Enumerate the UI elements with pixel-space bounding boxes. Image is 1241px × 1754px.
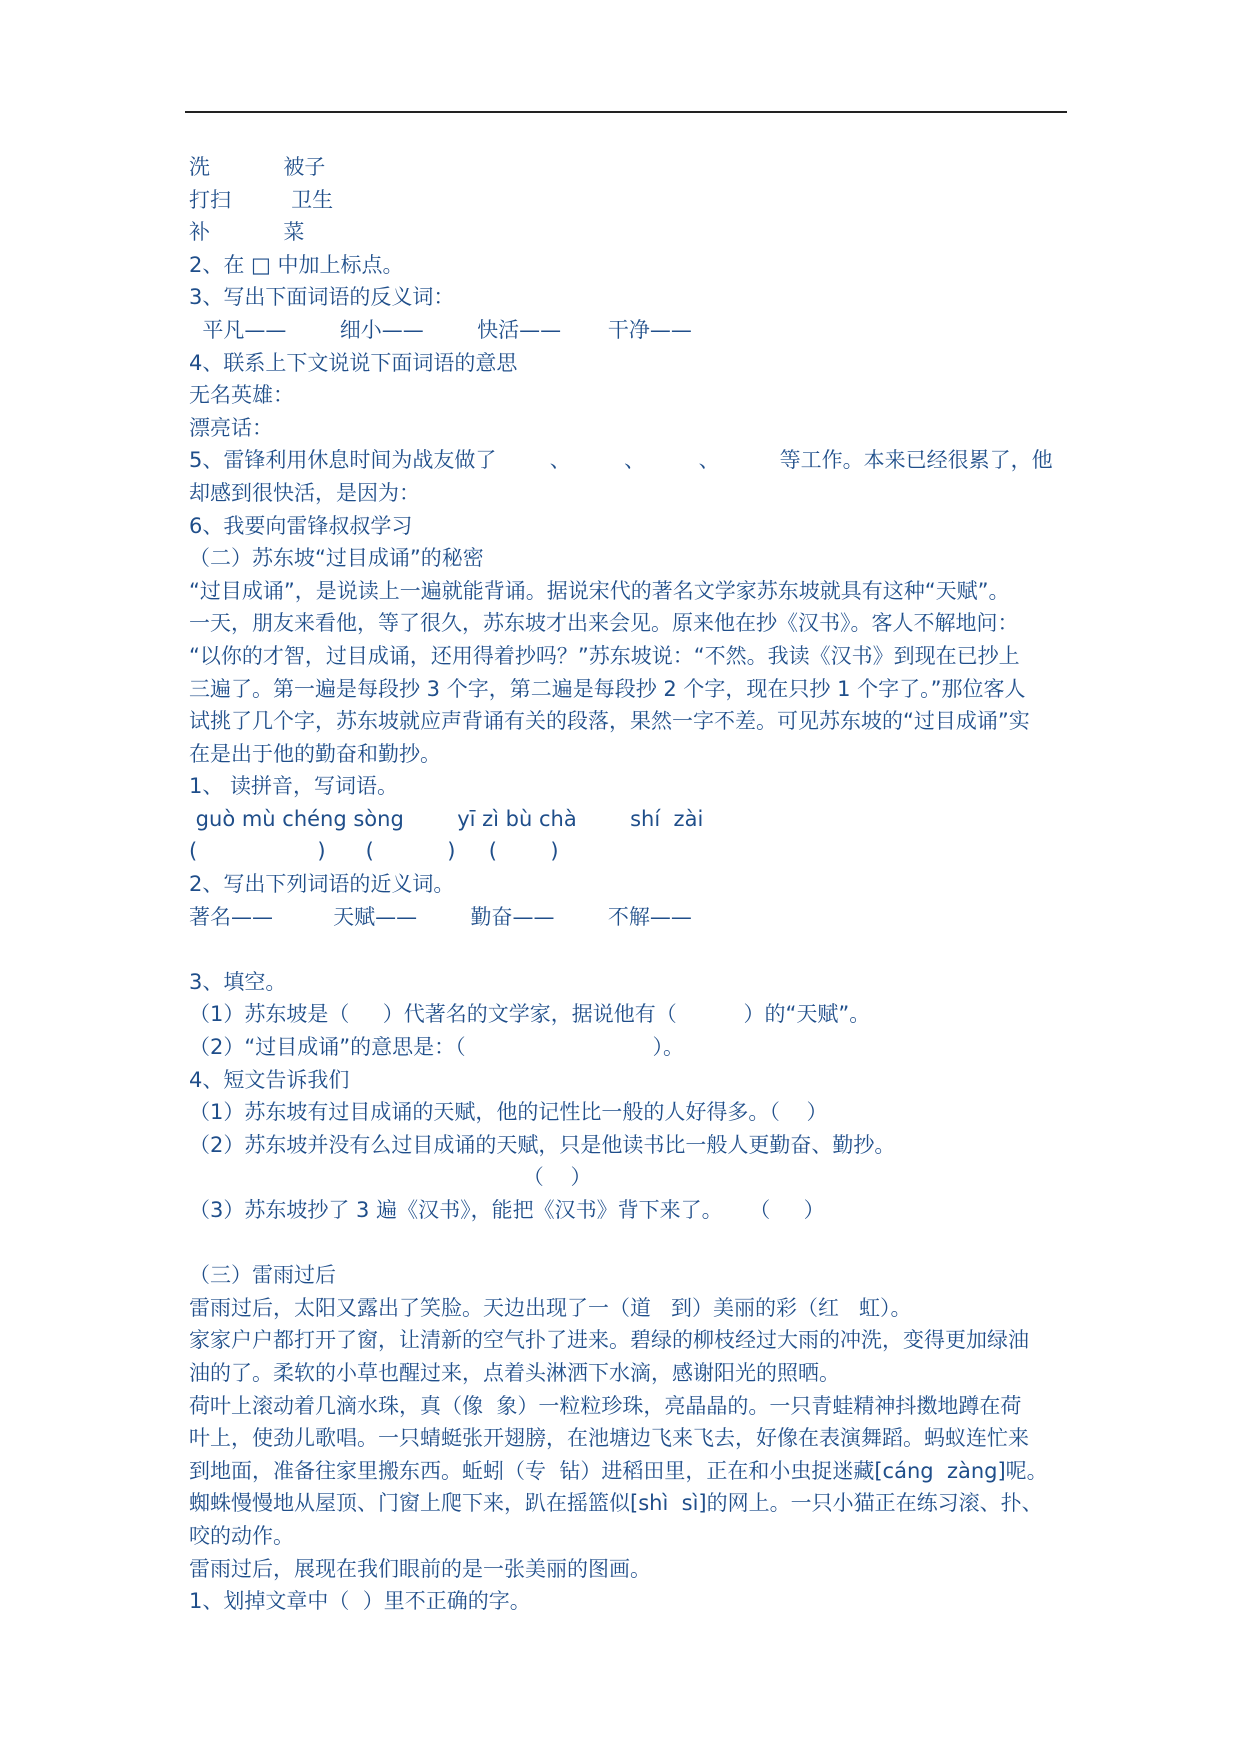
text-line: 3、填空。 (189, 969, 287, 994)
text-line: 补 菜 (189, 220, 305, 245)
text-line: （ ） (189, 1165, 592, 1190)
blank-line (189, 933, 1079, 966)
text-line: 雷雨过后，展现在我们眼前的是一张美丽的图画。 (189, 1556, 651, 1581)
text-line: 1、 读拼音，写词语。 (189, 774, 399, 799)
text-line: 无名英雄： (189, 383, 294, 408)
text-line: 雷雨过后，太阳又露出了笑脸。天边出现了一（道 到）美丽的彩（红 虹）。 (189, 1295, 912, 1320)
text-line: 到地面，准备往家里搬东西。蚯蚓（专 钻）进稻田里，正在和小虫捉迷藏[cáng zàng]呢。 (189, 1458, 1048, 1483)
text-line: （2）“过目成诵”的意思是：（ ）。 (189, 1035, 685, 1060)
text-line: 2、写出下列词语的近义词。 (189, 872, 455, 897)
header-rule (185, 111, 1067, 113)
text-line: 荷叶上滚动着几滴水珠，真（像 象）一粒粒珍珠，亮晶晶的。一只青蛙精神抖擞地蹲在荷 (189, 1393, 1022, 1418)
text-line: 却感到很快活，是因为： (189, 480, 420, 505)
text-line: 家家户户都打开了窗，让清新的空气扑了进来。碧绿的柳枝经过大雨的冲洗，变得更加绿油 (189, 1328, 1029, 1353)
text-line: 1、划掉文章中（ ）里不正确的字。 (189, 1589, 531, 1614)
text-line: 三遍了。第一遍是每段抄 3 个字，第二遍是每段抄 2 个字，现在只抄 1 个字了。”那位客人 (189, 676, 1026, 701)
blank-line (189, 1227, 1079, 1260)
text-line: 5、雷锋利用休息时间为战友做了 、 、 、 等工作。本来已经很累了，他 (189, 448, 1053, 473)
text-line: 打扫 卫生 (189, 187, 334, 212)
text-line: （1）苏东坡有过目成诵的天赋，他的记性比一般的人好得多。（ ） (189, 1100, 828, 1125)
text-line: 试挑了几个字，苏东坡就应声背诵有关的段落，果然一字不差。可见苏东坡的“过目成诵”实 (189, 709, 1030, 734)
text-line: 4、联系上下文说说下面词语的意思 (189, 350, 518, 375)
section-title: （三）雷雨过后 (189, 1263, 336, 1288)
document-body (189, 151, 1079, 1618)
answer-blanks: ( ) ( ) ( ) (189, 839, 559, 864)
text-line: 平凡—— 细小—— 快活—— 干净—— (189, 317, 692, 342)
text-line: “过目成诵”，是说读上一遍就能背诵。据说宋代的著名文学家苏东坡就具有这种“天赋”。 (189, 578, 1010, 603)
text-line: 一天，朋友来看他，等了很久，苏东坡才出来会见。原来他在抄《汉书》。客人不解地问： (189, 611, 1019, 636)
text-line: 4、短文告诉我们 (189, 1067, 350, 1092)
text-line: 2、在 □ 中加上标点。 (189, 252, 404, 277)
text-line: （1）苏东坡是（ ）代著名的文学家，据说他有（ ）的“天赋”。 (189, 1002, 871, 1027)
text-line: 漂亮话： (189, 415, 273, 440)
text-line: 6、我要向雷锋叔叔学习 (189, 513, 413, 538)
text-line: 油的了。柔软的小草也醒过来，点着头淋洒下水滴，感谢阳光的照晒。 (189, 1360, 840, 1385)
text-line: 蜘蛛慢慢地从屋顶、门窗上爬下来，趴在摇篮似[shì sì]的网上。一只小猫正在练习滚、扑、 (189, 1491, 1043, 1516)
text-line: 叶上，使劲儿歌唱。一只蜻蜓张开翅膀，在池塘边飞来飞去，好像在表演舞蹈。蚂蚁连忙来 (189, 1426, 1029, 1451)
text-line: 著名—— 天赋—— 勤奋—— 不解—— (189, 904, 692, 929)
section-title: （二）苏东坡“过目成诵”的秘密 (189, 546, 484, 571)
text-line: 咬的动作。 (189, 1523, 294, 1548)
text-line: “以你的才智，过目成诵，还用得着抄吗？”苏东坡说：“不然。我读《汉书》到现在已抄上 (189, 643, 1020, 668)
text-line: 3、写出下面词语的反义词： (189, 285, 455, 310)
text-line: （3）苏东坡抄了 3 遍《汉书》，能把《汉书》背下来了。 （ ） (189, 1198, 825, 1222)
text-line: （2）苏东坡并没有么过目成诵的天赋，只是他读书比一般人更勤奋、勤抄。 (189, 1132, 896, 1157)
pinyin-line: guò mù chéng sòng yī zì bù chà shí zài (189, 806, 704, 831)
text-line: 洗 被子 (189, 155, 326, 179)
text-line: 在是出于他的勤奋和勤抄。 (189, 741, 441, 766)
